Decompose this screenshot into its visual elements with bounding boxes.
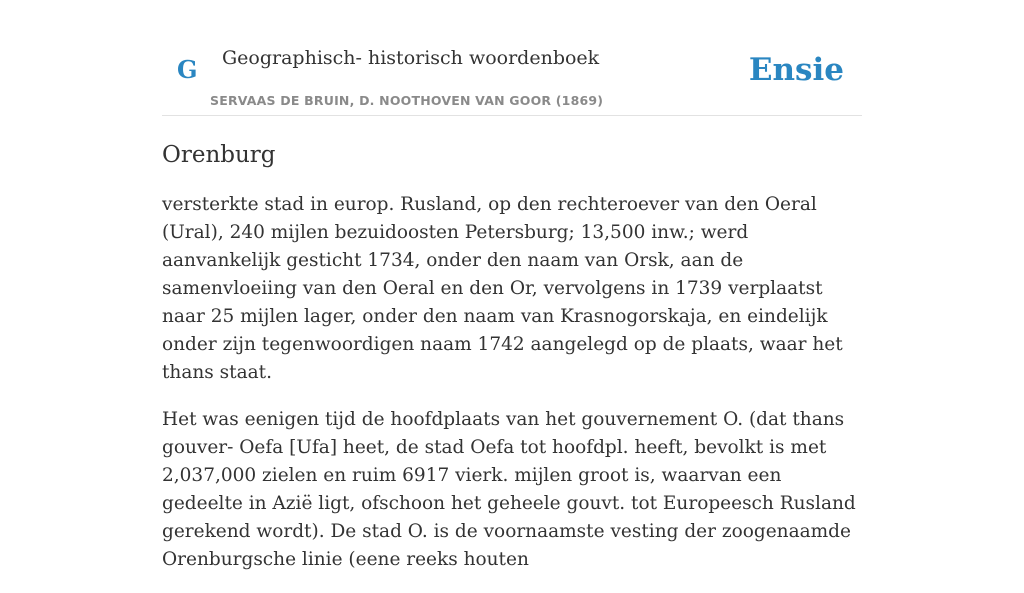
entry-paragraph: versterkte stad in europ. Rusland, op den rechteroever van den Oeral (Ural), 240 mijlen bezuidoosten Petersburg; 13,500 inw.; werd aanvankelijk gesticht 1734, onder den naam van Orsk, aan de samenvloeiing van den Oeral en den Or, vervolgens in 1739 verplaatst naar 25 mijlen lager, onder den naam van Krasnogorskaja, en eindelijk onder zijn tegenwoordigen naam 1742 aangelegd op de plaats, waar het thans staat.	[162, 194, 843, 383]
book-author: SERVAAS DE BRUIN, D. NOOTHOVEN VAN GOOR (1869)	[210, 93, 604, 108]
entry-paragraph: Het was eenigen tijd de hoofdplaats van het gouvernement O. (dat thans gouver- Oefa [Ufa] heet, de stad Oefa tot hoofdpl. heeft, bevolkt is met 2,037,000 zielen en ruim 6917 vierk. mijlen groot is, waarvan een gedeelte in Azië ligt, ofschoon het geheele gouvt. tot Europeesch Rusland gerekend wordt). De stad O. is de voornaamste vesting der zoogenaamde Orenburgsche linie (eene reeks houten	[162, 409, 856, 570]
entry-body	[162, 191, 862, 574]
ensie-logo-link[interactable]: Ensie	[748, 52, 844, 88]
page	[162, 0, 862, 593]
book-header	[162, 0, 862, 116]
entry-title: Orenburg	[162, 142, 276, 168]
book-title-link[interactable]: Geographisch- historisch woordenboek	[222, 47, 600, 69]
book-logo-icon[interactable]: G	[177, 55, 198, 84]
